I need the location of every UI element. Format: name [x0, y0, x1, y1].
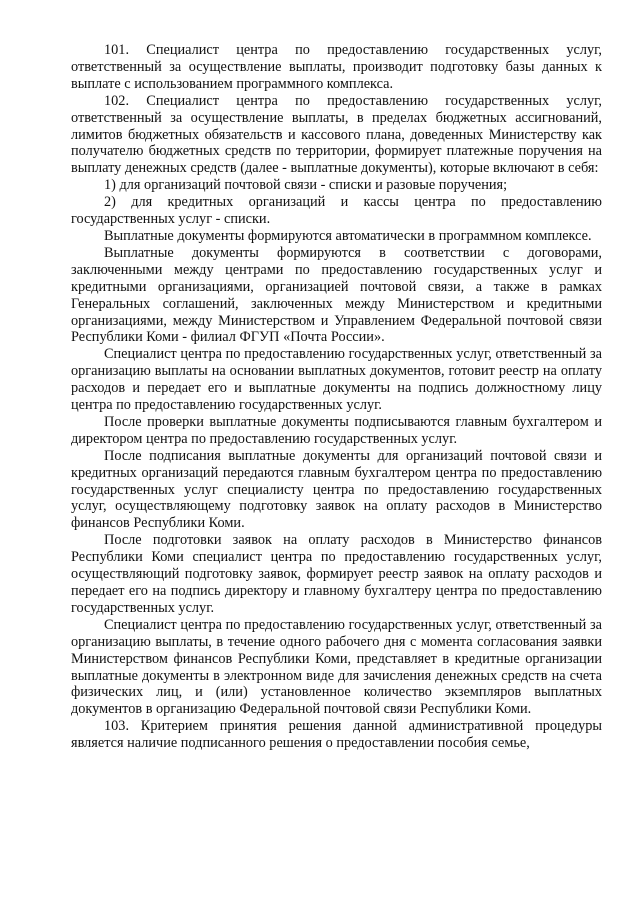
paragraph-transfer: После подписания выплатные документы для организаций почтовой связи и кредитных организаций передаются главным бухгалтером центра по предоставлению государственных услуг специалисту центра по предоставлению государственных услуг, осуществляющему подготовку заявок на оплату расходов в Министерство финансов Республики Коми.	[71, 447, 602, 532]
paragraph-auto-formation: Выплатные документы формируются автоматически в программном комплексе.	[104, 227, 592, 244]
paragraph-contracts: Выплатные документы формируются в соответствии с договорами, заключенными между центрами по предоставлению государственных услуг и кредитными организациями, организацией почтовой связи, а также в рамках Генеральных соглашений, заключенных между Министерством и кредитными организациями, между Министерством и Управлением Федеральной почтовой связи Республики Коми - филиал ФГУП «Почта России».	[71, 244, 602, 346]
list-item-postal: 1) для организаций почтовой связи - списки и разовые поручения;	[104, 177, 508, 194]
list-item-credit: 2) для кредитных организаций и кассы центра по предоставлению государственных услуг - списки.	[71, 194, 602, 228]
paragraph-submission: Специалист центра по предоставлению государственных услуг, ответственный за организацию выплаты, в течение одного рабочего дня с момента согласования заявки Министерством финансов Республики Коми, представляет в кредитные организации выплатные документы в электронном виде для зачисления денежных средств на счета физических лиц, и (или) установленное количество экземпляров выплатных документов в организацию Федеральной почтовой связи Республики Коми.	[71, 616, 602, 718]
paragraph-102: 102. Специалист центра по предоставлению государственных услуг, ответственный за осуществление выплаты, в пределах бюджетных ассигнований, лимитов бюджетных обязательств и кассового плана, доведенных Министерству как получателю бюджетных средств по территории, формирует платежные поручения на выплату денежных средств (далее - выплатные документы), которые включают в себя:	[71, 92, 602, 177]
paragraph-signing: После проверки выплатные документы подписываются главным бухгалтером и директором центра по предоставлению государственных услуг.	[71, 413, 602, 447]
paragraph-registry: Специалист центра по предоставлению государственных услуг, ответственный за организацию выплаты на основании выплатных документов, готовит реестр на оплату расходов и передает его и выплатные документы на подпись должностному лицу центра по предоставлению государственных услуг.	[71, 346, 602, 414]
paragraph-101: 101. Специалист центра по предоставлению государственных услуг, ответственный за осуществление выплаты, производит подготовку базы данных к выплате с использованием программного комплекса.	[71, 42, 602, 92]
paragraph-103: 103. Критерием принятия решения данной административной процедуры является наличие подписанного решения о предоставлении пособия семье,	[71, 718, 602, 752]
paragraph-applications: После подготовки заявок на оплату расходов в Министерство финансов Республики Коми специалист центра по предоставлению государственных услуг, осуществляющий подготовку заявок, формирует реестр заявок на оплату расходов и передает его на подпись директору и главному бухгалтеру центра по предоставлению государственных услуг.	[71, 532, 602, 616]
